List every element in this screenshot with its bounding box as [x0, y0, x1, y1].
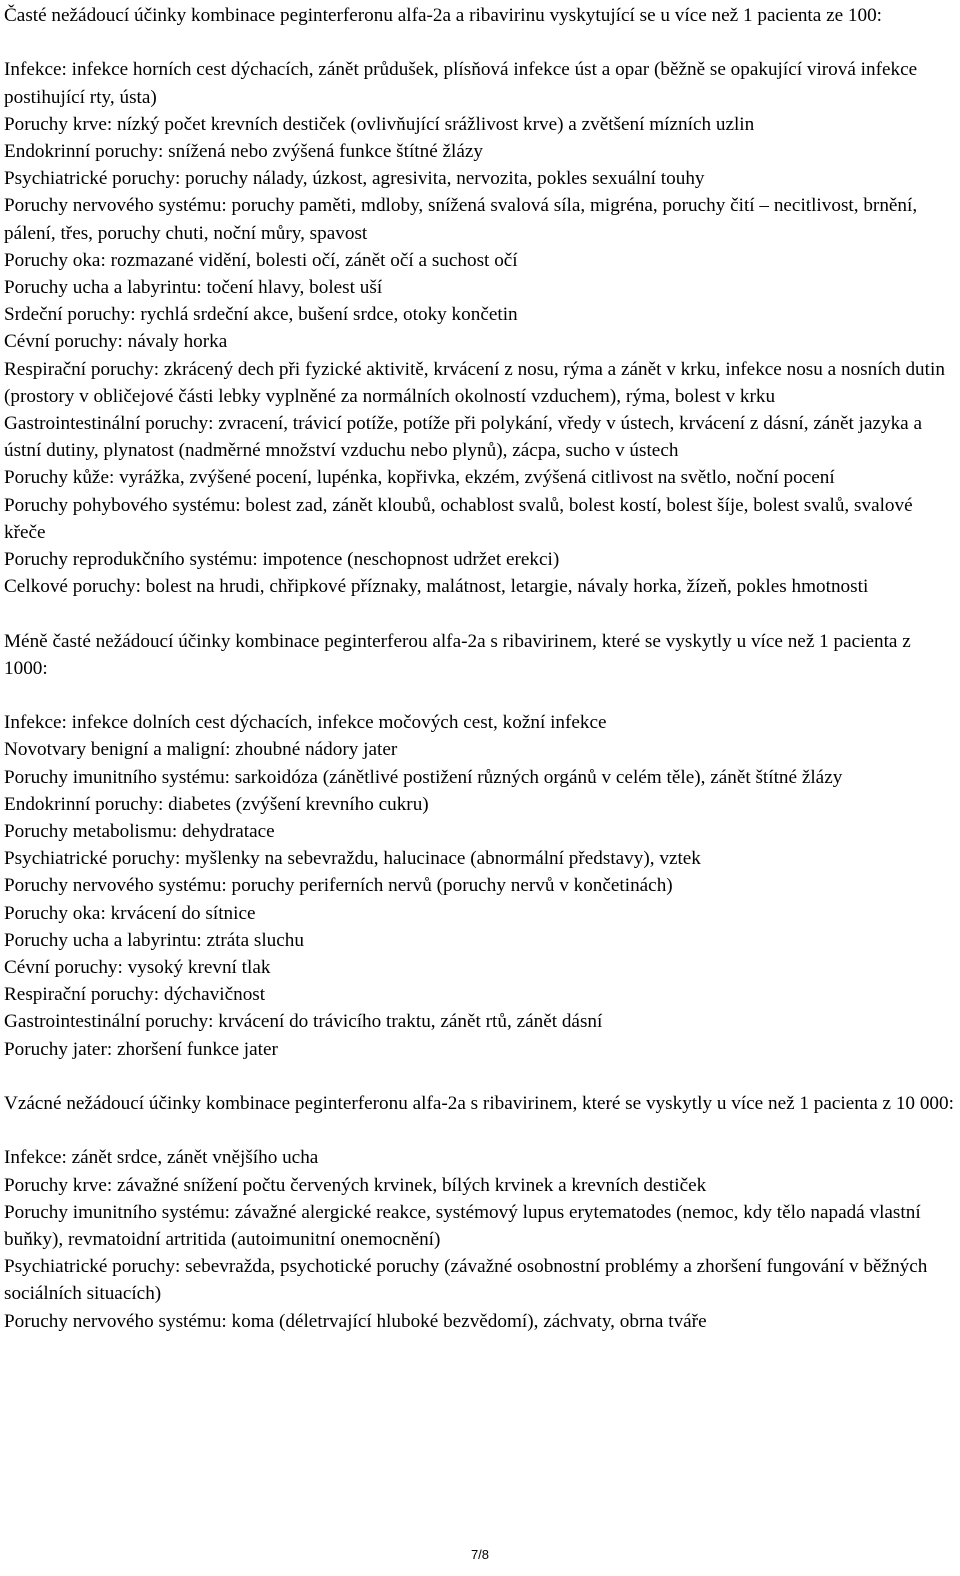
- spacer: [4, 1063, 956, 1090]
- section-heading: Méně časté nežádoucí účinky kombinace peginterferou alfa-2a s ribavirinem, které se vyskytly u více než 1 pacienta z 1000:: [4, 630, 911, 679]
- list-item: Poruchy metabolismu: dehydratace: [4, 821, 275, 843]
- spacer: [4, 682, 956, 709]
- list-item: Poruchy krve: závažné snížení počtu červených krvinek, bílých krvinek a krevních destiček: [4, 1174, 707, 1196]
- list-item: Psychiatrické poruchy: myšlenky na sebevraždu, halucinace (abnormální představy), vztek: [4, 848, 701, 870]
- list-item: Celkové poruchy: bolest na hrudi, chřipkové příznaky, malátnost, letargie, návaly horka, žízeň, pokles hmotnosti: [4, 576, 869, 598]
- list-item: Gastrointestinální poruchy: zvracení, trávicí potíže, potíže při polykání, vředy v ústech, krvácení z dásní, zánět jazyka a ústní dutiny, plynatost (nadměrné množství vzduchu nebo plynů), zácpa, sucho v ústech: [4, 413, 922, 462]
- list-item: Poruchy imunitního systému: sarkoidóza (zánětlivé postižení různých orgánů v celém těle), zánět štítné žlázy: [4, 766, 843, 788]
- list-item: Respirační poruchy: dýchavičnost: [4, 984, 266, 1006]
- list-item: Infekce: zánět srdce, zánět vnějšího ucha: [4, 1147, 319, 1169]
- list-item: Poruchy nervového systému: poruchy periferních nervů (poruchy nervů v končetinách): [4, 875, 673, 897]
- list-item: Cévní poruchy: vysoký krevní tlak: [4, 957, 271, 979]
- list-item: Infekce: infekce dolních cest dýchacích, infekce močových cest, kožní infekce: [4, 712, 607, 734]
- page-number: 7/8: [470, 1547, 490, 1562]
- list-item: Endokrinní poruchy: snížená nebo zvýšená funkce štítné žlázy: [4, 141, 483, 162]
- list-item: Poruchy oka: rozmazané vidění, bolesti očí, zánět očí a suchost očí: [4, 249, 518, 271]
- section-heading: Vzácné nežádoucí účinky kombinace peginterferonu alfa-2a s ribavirinem, které se vyskytly u více než 1 pacienta z 10 000:: [4, 1093, 954, 1115]
- list-item: Poruchy nervového systému: poruchy paměti, mdloby, snížená svalová síla, migréna, poruchy čití – necitlivost, brnění, pálení, třes, poruchy chuti, noční můry, spavost: [4, 195, 918, 244]
- section-common: [4, 2, 956, 600]
- list-item: Poruchy nervového systému: koma (déletrvající hluboké bezvědomí), záchvaty, obrna tváře: [4, 1310, 707, 1332]
- section-uncommon: [4, 628, 956, 1063]
- list-item: Poruchy ucha a labyrintu: ztráta sluchu: [4, 929, 304, 951]
- list-item: Psychiatrické poruchy: sebevražda, psychotické poruchy (závažné osobnostní problémy a zhoršení fungování v běžných sociálních situacích): [4, 1256, 928, 1305]
- list-item: Poruchy oka: krvácení do sítnice: [4, 902, 256, 924]
- document-page: [4, 2, 956, 1335]
- list-item: Poruchy kůže: vyrážka, zvýšené pocení, lupénka, kopřivka, ekzém, zvýšená citlivost na světlo, noční pocení: [4, 467, 835, 489]
- list-item: Endokrinní poruchy: diabetes (zvýšení krevního cukru): [4, 793, 429, 815]
- list-item: Poruchy jater: zhoršení funkce jater: [4, 1038, 278, 1060]
- list-item: Poruchy imunitního systému: závažné alergické reakce, systémový lupus erytematodes (nemoc, kdy tělo napadá vlastní buňky), revmatoidní artritida (autoimunitní onemocnění): [4, 1201, 921, 1251]
- list-item: Gastrointestinální poruchy: krvácení do trávicího traktu, zánět rtů, zánět dásní: [4, 1011, 603, 1033]
- list-item: Srdeční poruchy: rychlá srdeční akce, bušení srdce, otoky končetin: [4, 304, 518, 326]
- list-item: Poruchy reprodukčního systému: impotence (neschopnost udržet erekci): [4, 549, 560, 571]
- section-heading: Časté nežádoucí účinky kombinace peginterferonu alfa-2a a ribavirinu vyskytující se u více než 1 pacienta ze 100:: [4, 5, 883, 26]
- list-item: Novotvary benigní a maligní: zhoubné nádory jater: [4, 739, 398, 761]
- list-item: Respirační poruchy: zkrácený dech při fyzické aktivitě, krvácení z nosu, rýma a zánět v krku, infekce nosu a nosních dutin (prostory v obličejové části lebky vyplněné za normálních okolností vzduchem), rýma, bolest v krku: [4, 358, 945, 407]
- spacer: [4, 600, 956, 627]
- list-item: Poruchy krve: nízký počet krevních destiček (ovlivňující srážlivost krve) a zvětšení mízních uzlin: [4, 113, 755, 135]
- list-item: Infekce: infekce horních cest dýchacích, zánět průdušek, plísňová infekce úst a opar (běžně se opakující virová infekce postihující rty, ústa): [4, 59, 918, 108]
- section-rare: [4, 1090, 956, 1335]
- list-item: Poruchy ucha a labyrintu: točení hlavy, bolest uší: [4, 277, 383, 299]
- spacer: [4, 29, 956, 56]
- list-item: Poruchy pohybového systému: bolest zad, zánět kloubů, ochablost svalů, bolest kostí, bolest šíje, bolest svalů, svalové křeče: [4, 494, 913, 543]
- list-item: Cévní poruchy: návaly horka: [4, 331, 228, 353]
- spacer: [4, 1117, 956, 1144]
- list-item: Psychiatrické poruchy: poruchy nálady, úzkost, agresivita, nervozita, pokles sexuální touhy: [4, 168, 705, 190]
